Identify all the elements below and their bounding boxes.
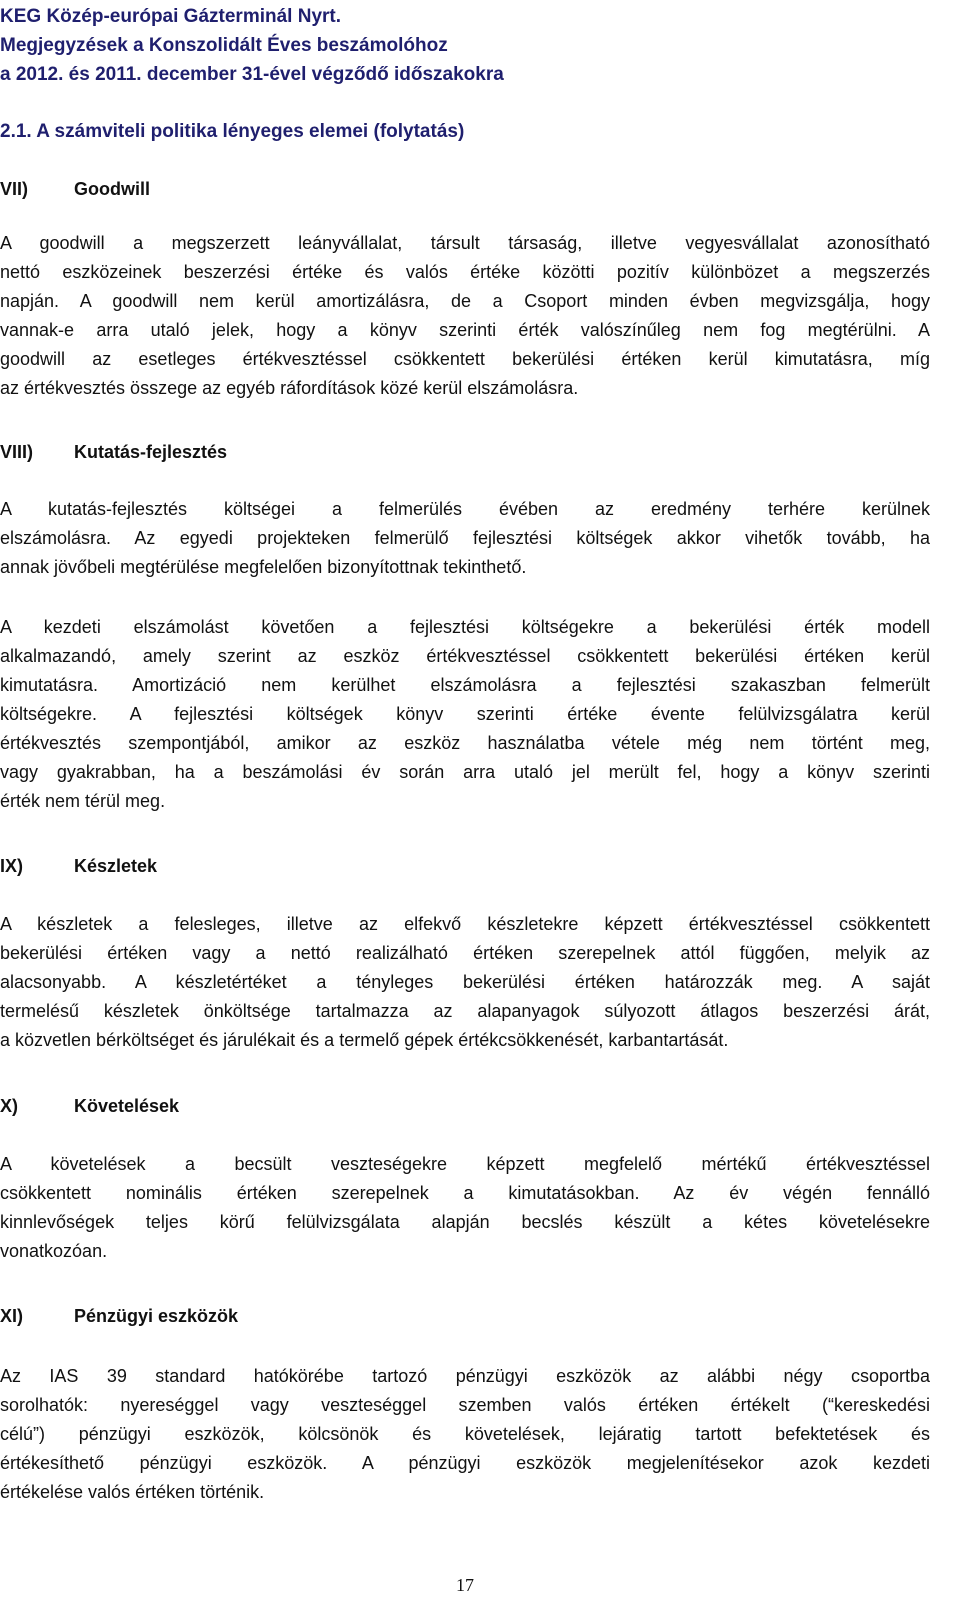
- heading-title: Készletek: [74, 856, 158, 876]
- heading-number: XI): [0, 1306, 24, 1326]
- paragraph-financial-assets: [0, 1362, 930, 1507]
- paragraph-line: kinnlevőségek teljes körű felülvizsgálata alapján becslés készült a kétes követelésekre: [0, 1212, 930, 1232]
- paragraph-line: vannak-e arra utaló jelek, hogy a könyv szerinti érték valószínűleg nem fog megtérülni. A: [0, 320, 930, 340]
- paragraph-line: A készletek a felesleges, illetve az elfekvő készletekre képzett értékvesztéssel csökkentett: [0, 914, 930, 934]
- paragraph-line: értékelése valós értéken történik.: [0, 1482, 265, 1502]
- header-period: a 2012. és 2011. december 31-ével végződő időszakokra: [0, 64, 504, 85]
- paragraph-line: érték nem térül meg.: [0, 791, 166, 811]
- paragraph-line: elszámolásra. Az egyedi projekteken felmerülő fejlesztési költségek akkor vihetők tovább, ha: [0, 528, 930, 548]
- paragraph-receivables: [0, 1150, 930, 1266]
- paragraph-line: értékvesztés szempontjából, amikor az eszköz használatba vétele még nem történt meg,: [0, 733, 930, 753]
- heading-title: Kutatás-fejlesztés: [74, 442, 228, 462]
- paragraph-line: Az IAS 39 standard hatókörébe tartozó pénzügyi eszközök az alábbi négy csoportba: [0, 1366, 930, 1386]
- paragraph-line: vagy gyakrabban, ha a beszámolási év során arra utaló jel merült fel, hogy a könyv szerinti: [0, 762, 930, 782]
- heading-title: Pénzügyi eszközök: [74, 1306, 239, 1326]
- heading-title: Goodwill: [74, 179, 150, 199]
- paragraph-line: célú”) pénzügyi eszközök, kölcsönök és követelések, lejáratig tartott befektetések és: [0, 1424, 930, 1444]
- paragraph-line: költségekre. A fejlesztési költségek könyv szerinti értéke évente felülvizsgálatra kerül: [0, 704, 930, 724]
- paragraph-line: csökkentett nominális értéken szerepelnek a kimutatásokban. Az év végén fennálló: [0, 1183, 930, 1203]
- paragraph-line: alacsonyabb. A készletértéket a tényleges bekerülési értéken határozzák meg. A saját: [0, 972, 930, 992]
- heading-number: VIII): [0, 442, 34, 462]
- paragraph-line: vonatkozóan.: [0, 1241, 108, 1261]
- paragraph-line: alkalmazandó, amely szerint az eszköz értékvesztéssel csökkentett bekerülési értéken kerül: [0, 646, 930, 666]
- page-number: 17: [456, 1575, 474, 1595]
- paragraph-inventories: [0, 910, 930, 1055]
- paragraph-line: a közvetlen bérköltséget és járulékait és a termelő gépek értékcsökkenését, karbantartását.: [0, 1030, 729, 1050]
- paragraph-line: goodwill az esetleges értékvesztéssel csökkentett bekerülési értéken kerül kimutatásra, míg: [0, 349, 930, 369]
- paragraph-line: nettó eszközeinek beszerzési értéke és valós értéke közötti pozitív különbözet a megszerzés: [0, 262, 930, 282]
- paragraph-line: sorolhatók: nyereséggel vagy veszteséggel szemben valós értéken értékelt (“kereskedési: [0, 1395, 930, 1415]
- paragraph-line: A kezdeti elszámolást követően a fejlesztési költségekre a bekerülési érték modell: [0, 617, 930, 637]
- paragraph-line: annak jövőbeli megtérülése megfelelően bizonyítottnak tekinthető.: [0, 557, 527, 577]
- paragraph-line: A kutatás-fejlesztés költségei a felmerülés évében az eredmény terhére kerülnek: [0, 499, 930, 519]
- paragraph-goodwill: [0, 229, 930, 403]
- paragraph-line: A goodwill a megszerzett leányvállalat, társult társaság, illetve vegyesvállalat azonosítható: [0, 233, 930, 253]
- paragraph-research-development-2: [0, 613, 930, 816]
- paragraph-research-development-1: [0, 495, 930, 582]
- paragraph-line: A követelések a becsült veszteségekre képzett megfelelő mértékű értékvesztéssel: [0, 1154, 930, 1174]
- paragraph-line: kimutatásra. Amortizáció nem kerülhet elszámolásra a fejlesztési szakaszban felmerült: [0, 675, 930, 695]
- heading-number: IX): [0, 856, 24, 876]
- paragraph-line: napján. A goodwill nem kerül amortizálásra, de a Csoport minden évben megvizsgálja, hogy: [0, 291, 930, 311]
- paragraph-line: értékesíthető pénzügyi eszközök. A pénzügyi eszközök megjelenítésekor azok kezdeti: [0, 1453, 930, 1473]
- heading-number: VII): [0, 179, 29, 199]
- document-header: [0, 2, 504, 89]
- header-company-name: KEG Közép-európai Gázterminál Nyrt.: [0, 6, 342, 27]
- heading-title: Követelések: [74, 1096, 180, 1116]
- paragraph-line: az értékvesztés összege az egyéb ráfordítások közé kerül elszámolásra.: [0, 378, 579, 398]
- heading-number: X): [0, 1096, 18, 1116]
- section-title: 2.1. A számviteli politika lényeges elemei (folytatás): [0, 121, 465, 142]
- paragraph-line: termelésű készletek önköltsége tartalmazza az alapanyagok súlyozott átlagos beszerzési árát,: [0, 1001, 930, 1021]
- header-document-title: Megjegyzések a Konszolidált Éves beszámolóhoz: [0, 35, 448, 56]
- paragraph-line: bekerülési értéken vagy a nettó realizálható értéken szerepelnek attól függően, melyik az: [0, 943, 930, 963]
